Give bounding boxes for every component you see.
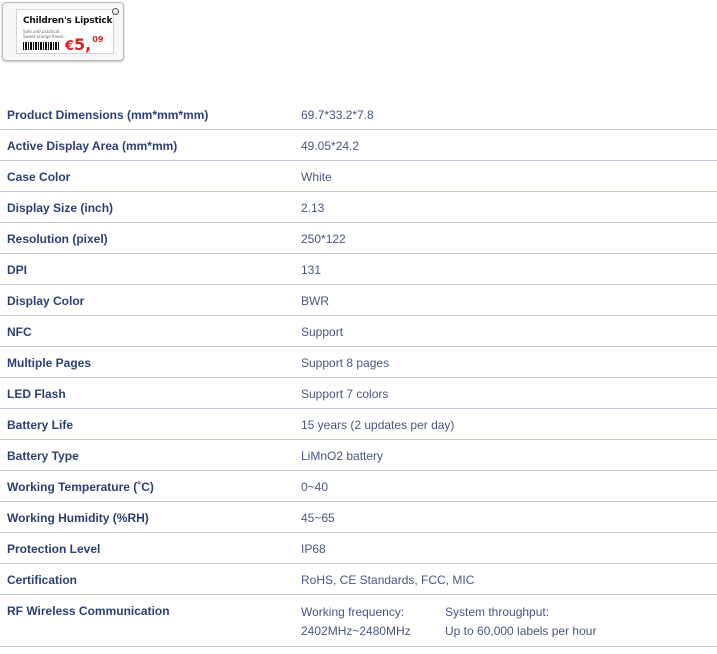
label-subtitle-1: Safe and practical — [23, 29, 60, 34]
spec-value: RoHS, CE Standards, FCC, MIC — [301, 573, 475, 587]
spec-row — [0, 378, 717, 409]
label-screen — [16, 9, 114, 54]
price-currency: € — [65, 39, 75, 54]
spec-value: 2.13 — [301, 201, 325, 215]
spec-label: Case Color — [7, 170, 71, 184]
rf-throughput-label: System throughput: — [445, 605, 550, 619]
spec-value: LiMnO2 battery — [301, 449, 384, 463]
spec-row — [0, 99, 717, 130]
rf-frequency-value: 2402MHz~2480MHz — [301, 624, 411, 638]
barcode-graphic — [23, 42, 59, 50]
spec-row — [0, 192, 717, 223]
spec-label: Display Color — [7, 294, 85, 308]
spec-label: RF Wireless Communication — [7, 604, 170, 618]
spec-value: Support 7 colors — [301, 387, 389, 401]
label-hole — [112, 8, 119, 15]
spec-value: 49.05*24.2 — [301, 139, 360, 153]
label-title: Children's Lipstick — [23, 16, 113, 26]
spec-row — [0, 564, 717, 595]
spec-label: NFC — [7, 325, 32, 339]
label-price — [65, 37, 103, 53]
rf-frequency-label: Working frequency: — [301, 605, 405, 619]
price-major: 5, — [74, 35, 92, 54]
spec-label: DPI — [7, 263, 28, 277]
spec-row — [0, 440, 717, 471]
spec-row — [0, 533, 717, 564]
spec-table — [0, 99, 717, 647]
spec-label: Battery Type — [7, 449, 79, 463]
spec-label: LED Flash — [7, 387, 66, 401]
spec-label: Active Display Area (mm*mm) — [7, 139, 178, 153]
price-minor: 09 — [92, 35, 104, 44]
spec-row — [0, 347, 717, 378]
spec-value: Support — [301, 325, 344, 339]
rf-frequency — [301, 603, 411, 641]
spec-row — [0, 285, 717, 316]
spec-label: Product Dimensions (mm*mm*mm) — [7, 108, 209, 122]
spec-row-rf-communication — [0, 595, 717, 647]
label-subtitle-2: Sweet orange flavor — [23, 34, 64, 39]
spec-value: 45~65 — [301, 511, 335, 525]
spec-label: Display Size (inch) — [7, 201, 114, 215]
spec-value: 15 years (2 updates per day) — [301, 418, 455, 432]
spec-label: Resolution (pixel) — [7, 232, 108, 246]
spec-value: 250*122 — [301, 232, 346, 246]
spec-label: Certification — [7, 573, 78, 587]
spec-label: Working Temperature (˚C) — [7, 480, 154, 494]
spec-value: 131 — [301, 263, 322, 277]
spec-value: 69.7*33.2*7.8 — [301, 108, 374, 122]
spec-value: Support 8 pages — [301, 356, 390, 370]
spec-row — [0, 471, 717, 502]
spec-value: IP68 — [301, 542, 326, 556]
rf-throughput — [445, 603, 596, 641]
spec-value: White — [301, 170, 332, 184]
spec-row — [0, 223, 717, 254]
spec-row — [0, 409, 717, 440]
spec-label: Battery Life — [7, 418, 74, 432]
spec-value: BWR — [301, 294, 329, 308]
spec-label: Working Humidity (%RH) — [7, 511, 149, 525]
spec-value: 0~40 — [301, 480, 329, 494]
spec-row — [0, 316, 717, 347]
spec-row — [0, 161, 717, 192]
rf-throughput-value: Up to 60,000 labels per hour — [445, 624, 597, 638]
spec-label: Multiple Pages — [7, 356, 92, 370]
spec-row — [0, 130, 717, 161]
product-label-image — [2, 2, 124, 61]
spec-row — [0, 254, 717, 285]
spec-row — [0, 502, 717, 533]
spec-label: Protection Level — [7, 542, 101, 556]
